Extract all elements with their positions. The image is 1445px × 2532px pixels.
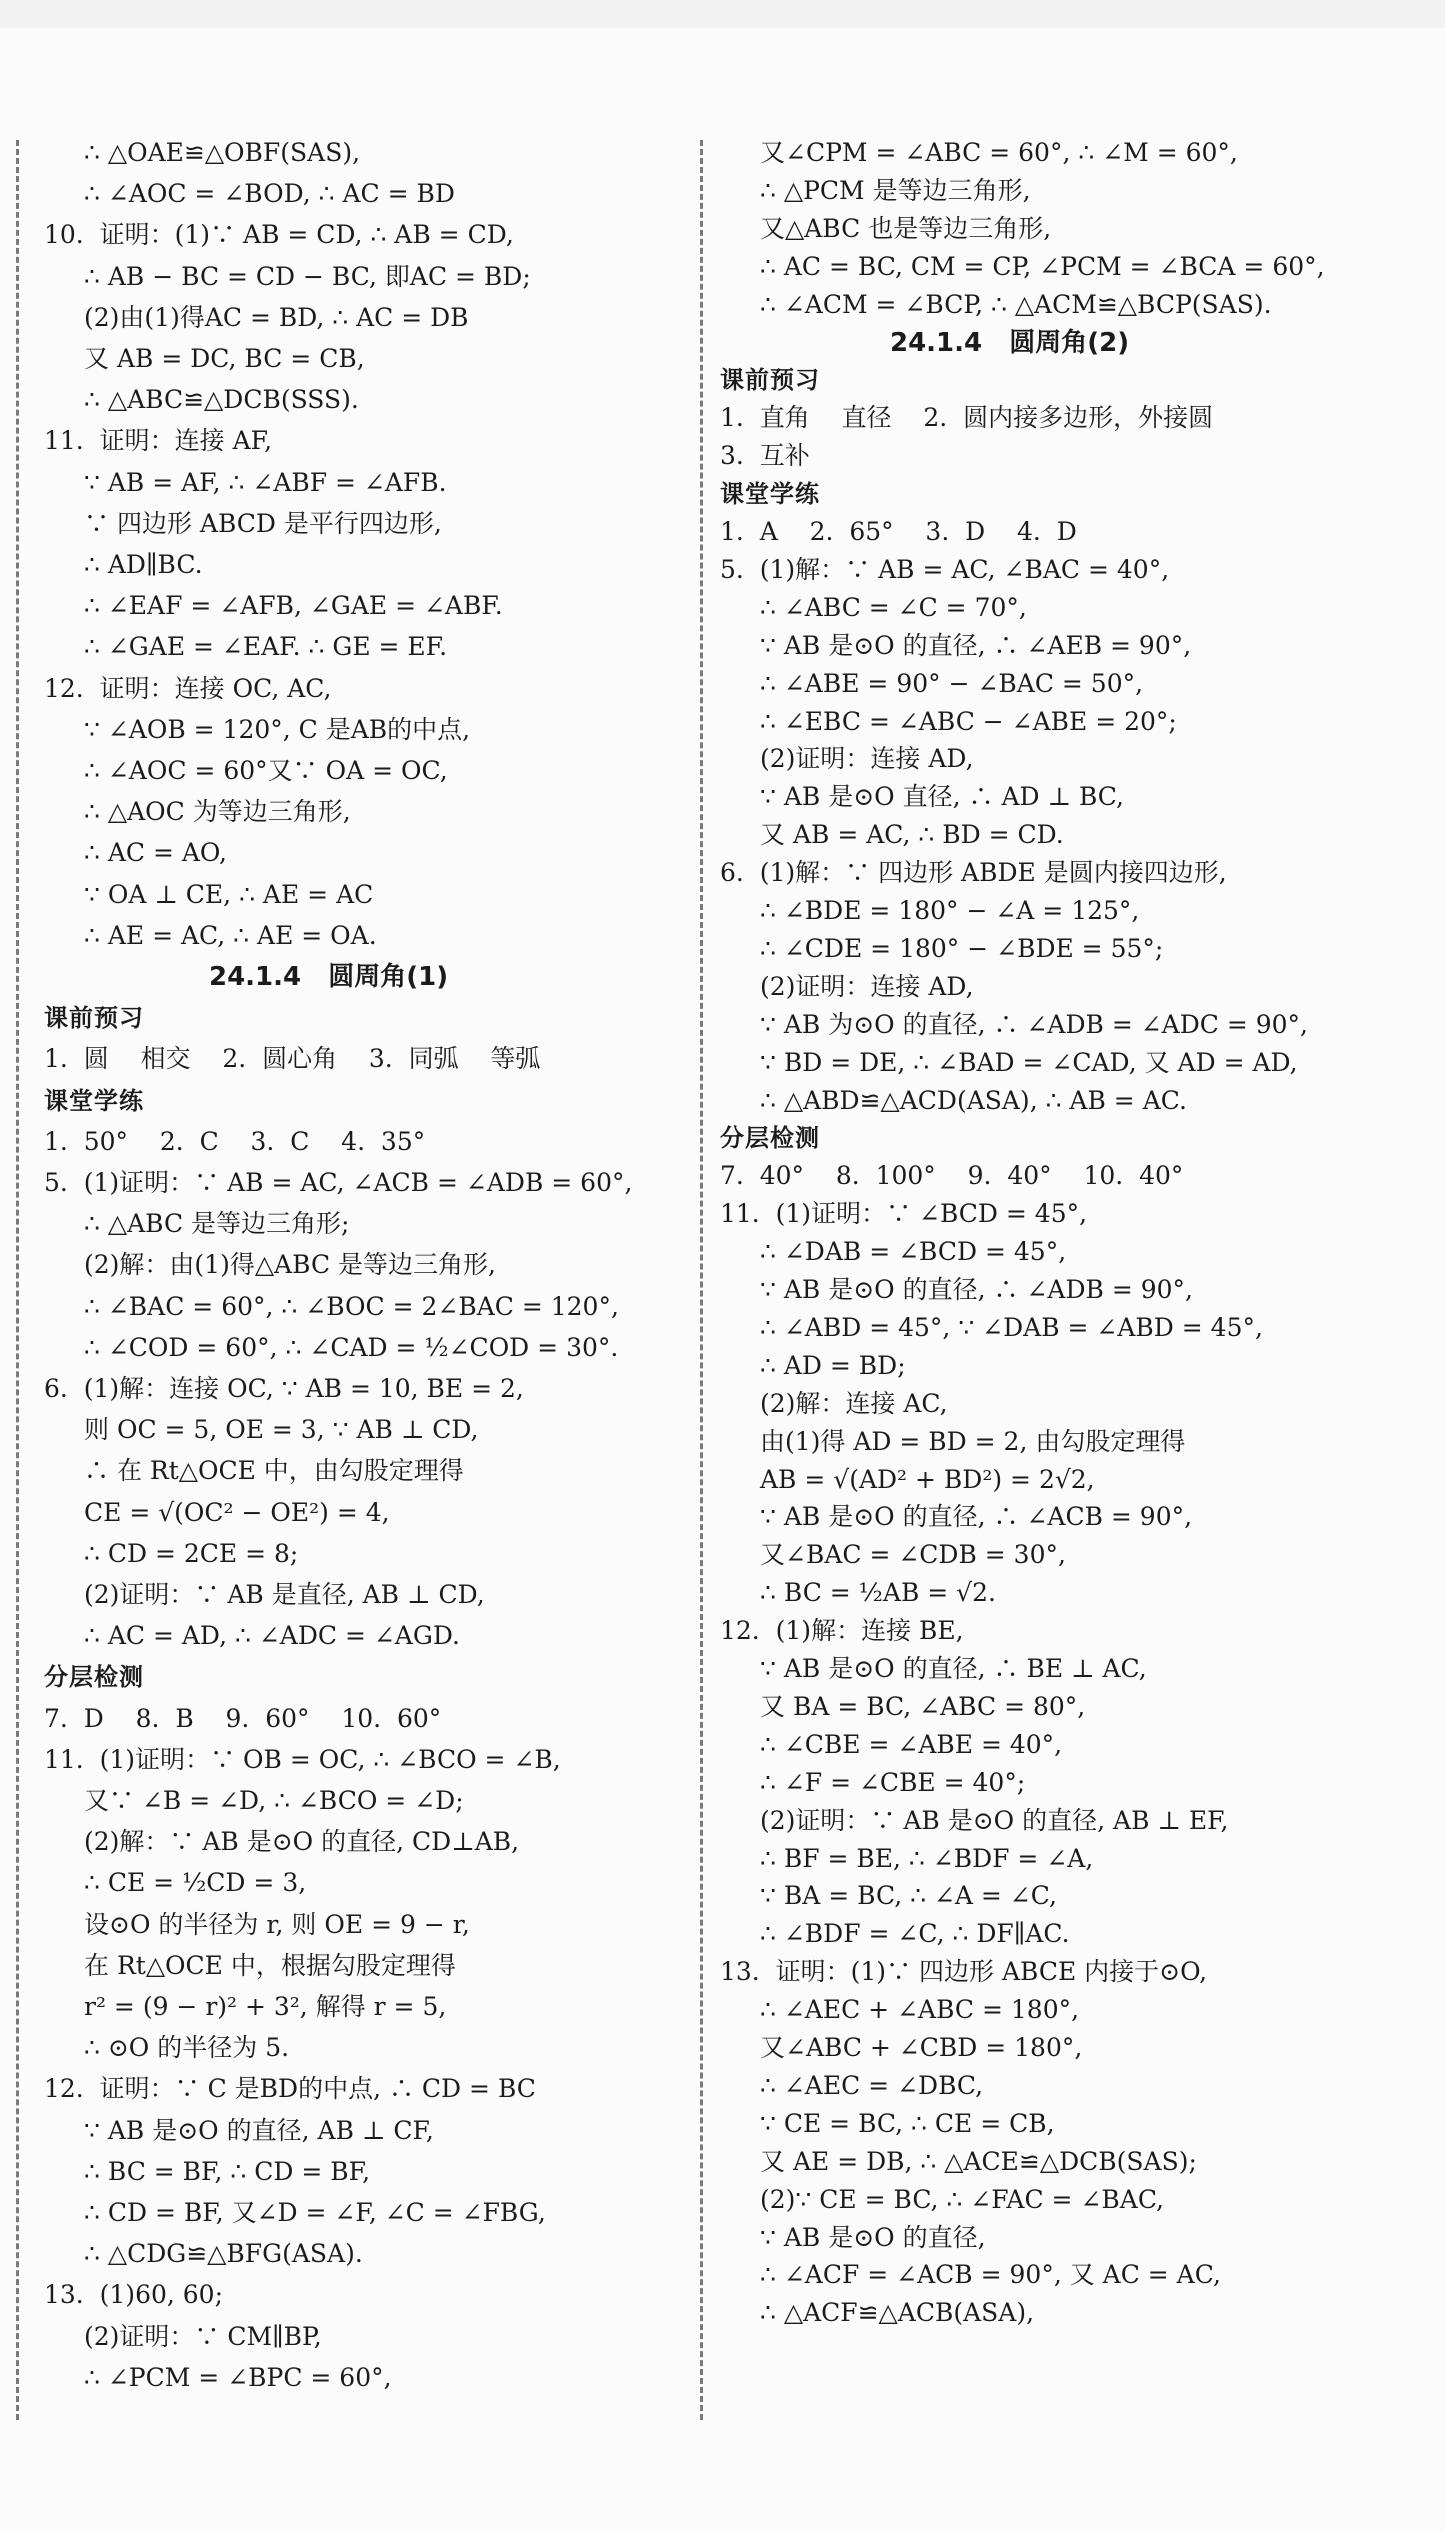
answer-line: 7. 40° 8. 100° 9. 40° 10. 40° (720, 1161, 1184, 1191)
column-divider (700, 140, 703, 2420)
answer-line: 11. (1)证明：∵ ∠BCD = 45°, (720, 1199, 1088, 1229)
section-heading: 分层检测 (44, 1663, 144, 1692)
answer-line: ∴ ∠ABD = 45°, ∵ ∠DAB = ∠ABD = 45°, (760, 1312, 1263, 1342)
answer-line: 在 Rt△OCE 中，根据勾股定理得 (84, 1950, 456, 1980)
answer-line: ∴ ∠EAF = ∠AFB, ∠GAE = ∠ABF. (84, 591, 503, 621)
answer-line: ∵ AB 是⊙O 的直径, (760, 2222, 986, 2252)
answer-line: ∴ ∠CBE = ∠ABE = 40°, (760, 1729, 1063, 1759)
answer-line: ∴ AD = BD; (760, 1350, 906, 1380)
answer-line: ∴ ∠ACM = ∠BCP, ∴ △ACM≌△BCP(SAS). (760, 289, 1272, 319)
answer-line: (2)证明：连接 AD, (760, 744, 974, 774)
answer-line: ∴ △CDG≌△BFG(ASA). (84, 2239, 363, 2269)
answer-line: ∴ △PCM 是等边三角形, (760, 175, 1031, 205)
answer-line: ∴ BF = BE, ∴ ∠BDF = ∠A, (760, 1843, 1094, 1873)
section-heading: 课前预习 (720, 366, 820, 395)
answer-line: (2)解：连接 AC, (760, 1388, 948, 1418)
answer-line: 又∠ABC + ∠CBD = 180°, (760, 2033, 1083, 2062)
answer-line: (2)解：∵ AB 是⊙O 的直径, CD⊥AB, (84, 1827, 520, 1857)
answer-line: ∵ AB 为⊙O 的直径, ∴ ∠ADB = ∠ADC = 90°, (760, 1009, 1308, 1039)
answer-line: ∴ 在 Rt△OCE 中，由勾股定理得 (84, 1456, 464, 1486)
answer-line: (2)∵ CE = BC, ∴ ∠FAC = ∠BAC, (760, 2184, 1165, 2214)
answer-line: CE = √(OC² − OE²) = 4, (84, 1497, 390, 1527)
answer-line: ∵ ∠AOB = 120°, C 是AB的中点, (84, 714, 471, 744)
answer-line: (2)证明：∵ AB 是直径, AB ⊥ CD, (84, 1580, 485, 1609)
answer-line: 6. (1)解：∵ 四边形 ABDE 是圆内接四边形, (720, 858, 1227, 888)
answer-line: ∴ BC = BF, ∴ CD = BF, (84, 2156, 371, 2186)
answer-line: ∵ AB = AF, ∴ ∠ABF = ∠AFB. (84, 467, 447, 497)
answer-line: ∵ AB 是⊙O 的直径, ∴ ∠ACB = 90°, (760, 1502, 1193, 1532)
answer-line: ∴ ⊙O 的半径为 5. (84, 2033, 290, 2063)
answer-line: ∵ AB 是⊙O 的直径, ∴ ∠AEB = 90°, (760, 630, 1192, 660)
answer-line: 5. (1)解：∵ AB = AC, ∠BAC = 40°, (720, 554, 1170, 584)
section-heading: 分层检测 (720, 1124, 820, 1153)
answer-line: 又 AB = DC, BC = CB, (84, 344, 365, 373)
answer-line: 13. 证明：(1)∵ 四边形 ABCE 内接于⊙O, (720, 1957, 1208, 1987)
answer-line: 7. D 8. B 9. 60° 10. 60° (44, 1703, 442, 1733)
top-bar (0, 0, 1445, 28)
answer-line: ∴ ∠BDE = 180° − ∠A = 125°, (760, 896, 1140, 925)
answer-line: AB = √(AD² + BD²) = 2√2, (760, 1464, 1095, 1494)
section-heading: 课堂学练 (44, 1086, 144, 1115)
answer-line: ∴ AC = BC, CM = CP, ∠PCM = ∠BCA = 60°, (760, 251, 1325, 281)
answer-line: 1. 50° 2. C 3. C 4. 35° (44, 1126, 426, 1156)
answer-line: ∴ ∠BAC = 60°, ∴ ∠BOC = 2∠BAC = 120°, (84, 1291, 619, 1321)
answer-line: 则 OC = 5, OE = 3, ∵ AB ⊥ CD, (84, 1415, 479, 1445)
answer-line: ∴ AD∥BC. (84, 550, 203, 579)
answer-line: ∴ ∠AEC + ∠ABC = 180°, (760, 1995, 1080, 2025)
answer-line: 由(1)得 AD = BD = 2, 由勾股定理得 (760, 1426, 1186, 1456)
answer-line: 又 AE = DB, ∴ △ACE≌△DCB(SAS); (760, 2146, 1197, 2176)
answer-line: ∴ ∠CDE = 180° − ∠BDE = 55°; (760, 933, 1164, 963)
answer-line: 又∠BAC = ∠CDB = 30°, (760, 1540, 1066, 1570)
left-margin-divider (16, 140, 19, 2420)
answer-line: 又 AB = AC, ∴ BD = CD. (760, 820, 1064, 850)
section-heading: 课前预习 (44, 1004, 144, 1033)
answer-line: ∵ AB 是⊙O 的直径, AB ⊥ CF, (84, 2115, 434, 2145)
answer-line: ∴ △AOC 为等边三角形, (84, 797, 351, 827)
section-title: 24.1.4 圆周角(1) (209, 962, 449, 992)
answer-line: 设⊙O 的半径为 r, 则 OE = 9 − r, (84, 1909, 470, 1939)
answer-line: ∴ ∠AOC = 60°又∵ OA = OC, (84, 756, 448, 785)
answer-line: (2)证明：∵ CM∥BP, (84, 2321, 322, 2351)
answer-line: 12. 证明：∵ C 是BD的中点, ∴ CD = BC (44, 2074, 536, 2104)
answer-line: ∴ AB − BC = CD − BC, 即AC = BD; (84, 261, 531, 291)
answer-line: ∵ BD = DE, ∴ ∠BAD = ∠CAD, 又 AD = AD, (760, 1047, 1298, 1077)
answer-line: ∵ AB 是⊙O 的直径, ∴ ∠ADB = 90°, (760, 1275, 1193, 1304)
answer-line: 5. (1)证明：∵ AB = AC, ∠ACB = ∠ADB = 60°, (44, 1168, 633, 1197)
answer-line: 1. A 2. 65° 3. D 4. D (720, 517, 1077, 546)
answer-line: ∴ △ACF≌△ACB(ASA), (760, 2298, 1035, 2328)
answer-line: ∴ AE = AC, ∴ AE = OA. (84, 920, 377, 950)
answer-line: ∵ AB 是⊙O 的直径, ∴ BE ⊥ AC, (760, 1654, 1147, 1683)
answer-line: ∴ ∠AOC = ∠BOD, ∴ AC = BD (84, 179, 455, 209)
answer-line: ∵ BA = BC, ∴ ∠A = ∠C, (760, 1881, 1057, 1911)
answer-line: ∴ ∠ABC = ∠C = 70°, (760, 592, 1027, 622)
answer-line: ∴ CD = 2CE = 8; (84, 1538, 299, 1568)
answer-line: 6. (1)解：连接 OC, ∵ AB = 10, BE = 2, (44, 1374, 524, 1403)
answer-line: ∴ △ABD≌△ACD(ASA), ∴ AB = AC. (760, 1085, 1187, 1115)
answer-line: 又∵ ∠B = ∠D, ∴ ∠BCO = ∠D; (84, 1786, 464, 1815)
answer-line: ∴ ∠ACF = ∠ACB = 90°, 又 AC = AC, (760, 2260, 1221, 2290)
section-title: 24.1.4 圆周角(2) (890, 327, 1130, 358)
answer-line: (2)解：由(1)得△ABC 是等边三角形, (84, 1250, 496, 1280)
answer-line: 又△ABC 也是等边三角形, (760, 213, 1052, 243)
answer-line: 1. 直角 直径 2. 圆内接多边形，外接圆 (720, 403, 1214, 433)
answer-line: ∵ CE = BC, ∴ CE = CB, (760, 2108, 1055, 2138)
answer-line: ∴ △OAE≌△OBF(SAS), (84, 138, 361, 167)
answer-line: ∴ ∠GAE = ∠EAF. ∴ GE = EF. (84, 632, 448, 662)
answer-line: ∴ CD = BF, 又∠D = ∠F, ∠C = ∠FBG, (84, 2198, 546, 2227)
answer-line: ∵ AB 是⊙O 直径, ∴ AD ⊥ BC, (760, 782, 1124, 812)
answer-line: ∴ BC = ½AB = √2. (760, 1578, 996, 1608)
answer-line: 又 BA = BC, ∠ABC = 80°, (760, 1691, 1086, 1721)
answer-line: ∴ ∠ABE = 90° − ∠BAC = 50°, (760, 668, 1144, 698)
answer-line: ∴ ∠F = ∠CBE = 40°; (760, 1767, 1026, 1797)
answer-line: ∴ AC = AO, (84, 838, 227, 868)
answer-line: (2)由(1)得AC = BD, ∴ AC = DB (84, 302, 469, 332)
answer-line: ∴ ∠AEC = ∠DBC, (760, 2070, 984, 2100)
answer-line: (2)证明：连接 AD, (760, 971, 974, 1001)
answer-line: 12. (1)解：连接 BE, (720, 1616, 964, 1646)
answer-line: ∴ CE = ½CD = 3, (84, 1868, 307, 1898)
answer-line: 11. 证明：连接 AF, (44, 426, 273, 456)
answer-line: ∴ ∠BDF = ∠C, ∴ DF∥AC. (760, 1919, 1070, 1949)
answer-line: ∴ △ABC 是等边三角形; (84, 1209, 350, 1239)
answer-line: 1. 圆 相交 2. 圆心角 3. 同弧 等弧 (44, 1044, 541, 1074)
answer-line: 11. (1)证明：∵ OB = OC, ∴ ∠BCO = ∠B, (44, 1744, 561, 1774)
section-heading: 课堂学练 (720, 480, 820, 509)
answer-line: 3. 互补 (720, 441, 810, 471)
answer-line: r² = (9 − r)² + 3², 解得 r = 5, (84, 1992, 447, 2021)
answer-line: ∴ AC = AD, ∴ ∠ADC = ∠AGD. (84, 1621, 460, 1651)
answer-line: (2)证明：∵ AB 是⊙O 的直径, AB ⊥ EF, (760, 1805, 1229, 1835)
answer-line: ∴ ∠EBC = ∠ABC − ∠ABE = 20°; (760, 706, 1177, 736)
answer-line: ∴ ∠DAB = ∠BCD = 45°, (760, 1237, 1067, 1267)
answer-line: ∴ ∠PCM = ∠BPC = 60°, (84, 2362, 392, 2392)
answer-line: ∴ △ABC≌△DCB(SSS). (84, 385, 359, 415)
answer-line: ∵ OA ⊥ CE, ∴ AE = AC (84, 879, 374, 909)
answer-line: 10. 证明：(1)∵ AB = CD, ∴ AB = CD, (44, 220, 514, 250)
answer-line: ∴ ∠COD = 60°, ∴ ∠CAD = ½∠COD = 30°. (84, 1332, 619, 1362)
answer-line: 12. 证明：连接 OC, AC, (44, 673, 332, 703)
answer-line: ∵ 四边形 ABCD 是平行四边形, (84, 508, 442, 538)
answer-line: 13. (1)60, 60; (44, 2280, 224, 2310)
answer-line: 又∠CPM = ∠ABC = 60°, ∴ ∠M = 60°, (760, 138, 1238, 167)
